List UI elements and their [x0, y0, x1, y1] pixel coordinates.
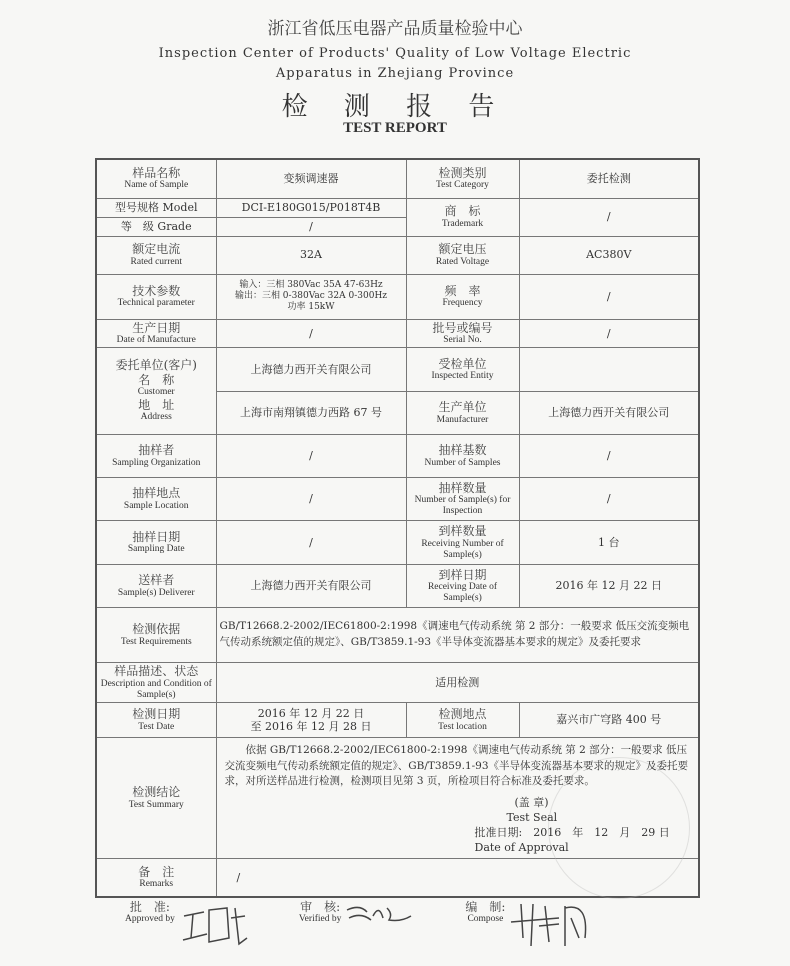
label: 抽样地点	[132, 486, 181, 501]
table-row	[96, 520, 699, 564]
label: 检测日期	[132, 707, 181, 722]
label: Inspected Entity	[431, 371, 494, 382]
test-requirements-value: GB/T12668.2-2002/IEC61800-2:1998《调速电气传动系统 第 2 部分：一般要求 低压交流变频电气传动系统额定值的规定》、GB/T3859.1-93《半导体变流器基本要求的规定》及委托要求	[216, 607, 699, 662]
label: 地 址	[138, 398, 175, 412]
approval-date: 批准日期: 2016 年 12 月 29 日	[474, 825, 670, 839]
report-body	[95, 158, 698, 950]
label: 到样日期	[438, 567, 487, 582]
label: 抽样者	[138, 443, 175, 458]
label: 生产日期	[132, 320, 181, 335]
test-date-start: 2016 年 12 月 22 日	[257, 706, 365, 720]
label: 抽样基数	[438, 443, 487, 458]
num-samples-value: /	[519, 434, 699, 477]
label: Sampling Organization	[112, 457, 201, 468]
label: 频 率	[444, 283, 481, 298]
label: Receiving Date of Sample(s)	[427, 582, 498, 603]
approver-signature	[179, 900, 249, 946]
label: Rated current	[130, 256, 182, 267]
label: 技术参数	[132, 283, 181, 298]
label: Customer	[137, 387, 175, 398]
title-cn: 检 测 报 告	[281, 92, 509, 122]
label: Test Requirements	[120, 636, 192, 647]
label: Number of Samples	[424, 457, 501, 468]
rated-voltage-value: AC380V	[519, 236, 699, 274]
composer-signature	[509, 900, 599, 948]
label: 额定电压	[438, 242, 487, 257]
label: Frequency	[442, 298, 483, 309]
remarks-value: /	[216, 859, 699, 897]
label: 额定电流	[132, 242, 181, 257]
sampling-date-value: /	[216, 520, 406, 564]
table-row	[96, 274, 699, 319]
approval-date-label: Date of Approval	[474, 840, 569, 854]
label: Rated Voltage	[435, 256, 490, 267]
label: 抽样日期	[132, 529, 181, 544]
table-row	[96, 702, 699, 737]
label: Serial No.	[443, 334, 482, 345]
grade-value: /	[216, 217, 406, 236]
org-name-cn: 浙江省低压电器产品质量检验中心	[267, 19, 523, 39]
label: Description and Condition of Sample(s)	[100, 678, 212, 700]
label: Sample(s) Deliverer	[117, 587, 195, 598]
table-row	[96, 477, 699, 520]
receiving-number-value: 1 台	[519, 520, 699, 564]
test-location-value: 嘉兴市广穹路 400 号	[519, 702, 699, 737]
label: Remarks	[139, 879, 174, 890]
table-row	[96, 319, 699, 347]
label: 到样数量	[438, 524, 487, 539]
deliverer-value: 上海德力西开关有限公司	[216, 564, 406, 607]
trademark-value: /	[519, 198, 699, 236]
label: Technical parameter	[117, 298, 195, 309]
label: 商 标	[444, 204, 481, 219]
compose	[465, 900, 599, 948]
label: 批 准:	[129, 899, 170, 914]
tech-input: 输入：三相 380Vac 35A 47-63Hz	[239, 280, 383, 291]
verified-by	[299, 900, 415, 930]
label: 检测依据	[132, 622, 181, 637]
label: Test location	[438, 721, 487, 732]
label: Number of Sample(s) for Inspection	[414, 495, 511, 516]
verifier-signature	[345, 900, 415, 930]
label: 委托单位(客户)	[115, 358, 197, 373]
label: 编 制:	[465, 899, 506, 914]
manufacturer-value: 上海德力西开关有限公司	[519, 391, 699, 434]
label: 样品描述、状态	[114, 664, 199, 679]
customer-address-value: 上海市南翔镇德力西路 67 号	[216, 391, 406, 434]
approved-by	[125, 900, 249, 946]
label: 备 注	[138, 865, 175, 880]
title-en: TEST REPORT	[343, 120, 447, 136]
label: Sampling Date	[127, 544, 185, 555]
model-label: 型号规格 Model	[96, 198, 216, 217]
label: Manufacturer	[436, 414, 489, 425]
sample-name-value: 变频调速器	[216, 159, 406, 198]
table-row	[96, 607, 699, 662]
report-table	[95, 158, 700, 898]
label: 名 称	[138, 372, 175, 387]
model-value: DCI-E180G015/P018T4B	[216, 198, 406, 217]
frequency-value: /	[519, 274, 699, 319]
inspected-entity-value	[519, 347, 699, 391]
label: 检测地点	[438, 707, 487, 722]
label: 样品名称	[132, 166, 181, 181]
test-category-value: 委托检测	[519, 159, 699, 198]
label: 抽样数量	[438, 480, 487, 495]
num-inspection-value: /	[519, 477, 699, 520]
label: 送样者	[138, 573, 175, 588]
label: Test Category	[436, 180, 489, 191]
rated-current-value: 32A	[216, 236, 406, 274]
label: 检测结论	[132, 785, 181, 800]
table-row	[96, 662, 699, 702]
table-row	[96, 564, 699, 607]
table-row	[96, 347, 699, 391]
label: 受检单位	[438, 356, 487, 371]
label: 生产单位	[438, 400, 487, 415]
label: Approved by	[125, 914, 175, 925]
org-name-en-1: Inspection Center of Products' Quality of Low Voltage Electric	[158, 46, 632, 61]
description-value: 适用检测	[216, 662, 699, 702]
sampling-location-value: /	[216, 477, 406, 520]
label: Date of Manufacture	[116, 334, 196, 345]
seal-label-cn: (盖 章)	[514, 796, 549, 810]
org-name-en-2: Apparatus in Zhejiang Province	[275, 66, 515, 81]
signature-row	[95, 900, 698, 950]
serial-value: /	[519, 319, 699, 347]
label: 审 核:	[300, 899, 341, 914]
label: 检测类别	[438, 166, 487, 181]
label: Compose	[467, 914, 504, 925]
receiving-date-value: 2016 年 12 月 22 日	[519, 564, 699, 607]
seal-label-en: Test Seal	[506, 810, 558, 824]
grade-label: 等 级 Grade	[96, 217, 216, 236]
label: Name of Sample	[124, 180, 189, 191]
label: Receiving Number of Sample(s)	[421, 538, 504, 560]
mfr-date-value: /	[216, 319, 406, 347]
tech-output: 输出：三相 0-380Vac 32A 0-300Hz	[234, 291, 388, 302]
table-row	[96, 159, 699, 198]
table-row	[96, 236, 699, 274]
table-row	[96, 737, 699, 859]
label: Address	[140, 412, 172, 423]
label: Verified by	[298, 914, 342, 925]
label: Test Summary	[128, 799, 184, 810]
label: Trademark	[441, 218, 484, 229]
test-date-end: 至 2016 年 12 月 28 日	[250, 719, 372, 733]
label: Sample Location	[123, 500, 189, 511]
tech-power: 功率 15kW	[287, 301, 335, 312]
test-summary-text: 依据 GB/T12668.2-2002/IEC61800-2:1998《调速电气传动系统 第 2 部分：一般要求 低压交流变频电气传动系统额定值的规定》、GB/T3859.1-93《半导体变流器基本要求的规定》及委托要求，对所送样品进行检测，检测项目见第 3 页，所检项目符合标准及委托要求。	[224, 743, 689, 788]
sampling-org-value: /	[216, 434, 406, 477]
label: 批号或编号	[432, 320, 493, 335]
table-row	[96, 198, 699, 217]
table-row	[96, 434, 699, 477]
customer-name-value: 上海德力西开关有限公司	[216, 347, 406, 391]
label: Test Date	[138, 721, 175, 732]
